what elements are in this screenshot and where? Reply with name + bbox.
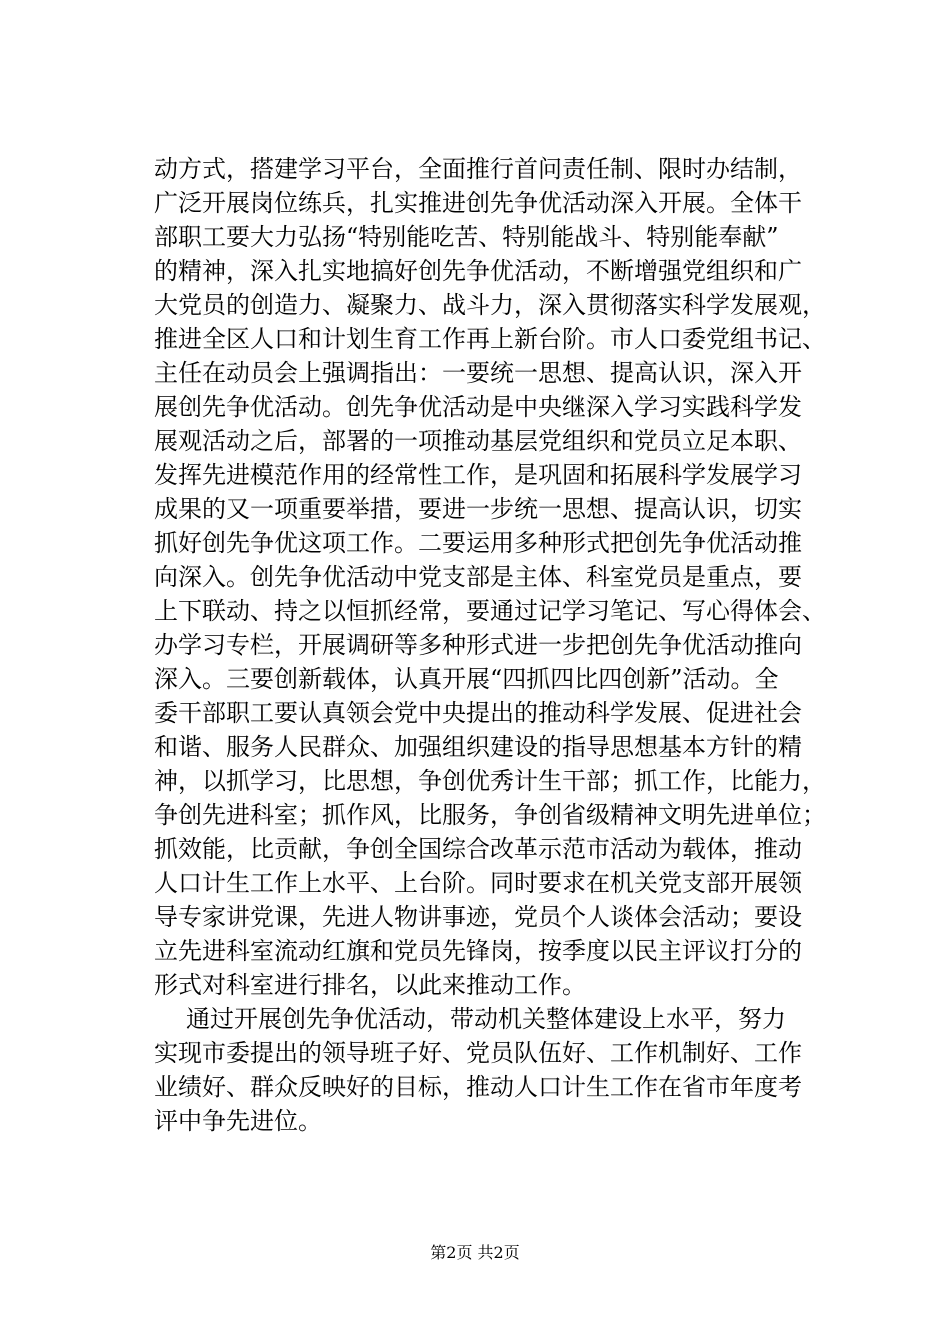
text-line: 展创先争优活动。创先争优活动是中央继深入学习实践科学发 [154,393,802,421]
text-line: 和谐、服务人民群众、加强组织建设的指导思想基本方针的精 [154,733,802,761]
text-line: 的精神，深入扎实地搞好创先争优活动，不断增强党组织和广 [154,257,802,285]
text-line: 发挥先进模范作用的经常性工作，是巩固和拓展科学发展学习 [154,461,802,489]
text-line: 动方式，搭建学习平台，全面推行首问责任制、限时办结制， [154,155,802,183]
text-line: 导专家讲党课，先进人物讲事迹，党员个人谈体会活动；要设 [154,903,802,931]
text-line: 争创先进科室；抓作风，比服务，争创省级精神文明先进单位； [154,801,826,829]
text-line: 展观活动之后，部署的一项推动基层党组织和党员立足本职、 [154,427,802,455]
text-line: 实现市委提出的领导班子好、党员队伍好、工作机制好、工作 [154,1039,802,1067]
text-line: 神，以抓学习，比思想，争创优秀计生干部；抓工作，比能力， [154,767,826,795]
text-line: 评中争先进位。 [154,1107,322,1135]
text-line: 办学习专栏，开展调研等多种形式进一步把创先争优活动推向 [154,631,802,659]
text-line: 深入。三要创新载体，认真开展“四抓四比四创新”活动。全 [154,665,779,693]
text-line: 抓效能，比贡献，争创全国综合改革示范市活动为载体，推动 [154,835,802,863]
text-line: 部职工要大力弘扬“特别能吃苦、特别能战斗、特别能奉献” [154,223,779,251]
text-line: 广泛开展岗位练兵，扎实推进创先争优活动深入开展。全体干 [154,189,802,217]
text-line: 成果的又一项重要举措，要进一步统一思想、提高认识，切实 [154,495,802,523]
text-line: 主任在动员会上强调指出：一要统一思想、提高认识，深入开 [154,359,802,387]
paragraph-start-line: 通过开展创先争优活动，带动机关整体建设上水平，努力 [186,1005,786,1033]
text-line: 上下联动、持之以恒抓经常，要通过记学习笔记、写心得体会、 [154,597,826,625]
text-line: 推进全区人口和计划生育工作再上新台阶。市人口委党组书记、 [154,325,826,353]
text-line: 大党员的创造力、凝聚力、战斗力，深入贯彻落实科学发展观， [154,291,826,319]
text-line: 抓好创先争优这项工作。二要运用多种形式把创先争优活动推 [154,529,802,557]
text-line: 委干部职工要认真领会党中央提出的推动科学发展、促进社会 [154,699,802,727]
text-line: 业绩好、群众反映好的目标，推动人口计生工作在省市年度考 [154,1073,802,1101]
text-line: 人口计生工作上水平、上台阶。同时要求在机关党支部开展领 [154,869,802,897]
text-line: 形式对科室进行排名，以此来推动工作。 [154,971,586,999]
page-footer: 第2页 共2页 [430,1243,520,1262]
document-body [154,152,830,1138]
text-line: 向深入。创先争优活动中党支部是主体、科室党员是重点，要 [154,563,802,591]
text-line: 立先进科室流动红旗和党员先锋岗，按季度以民主评议打分的 [154,937,802,965]
